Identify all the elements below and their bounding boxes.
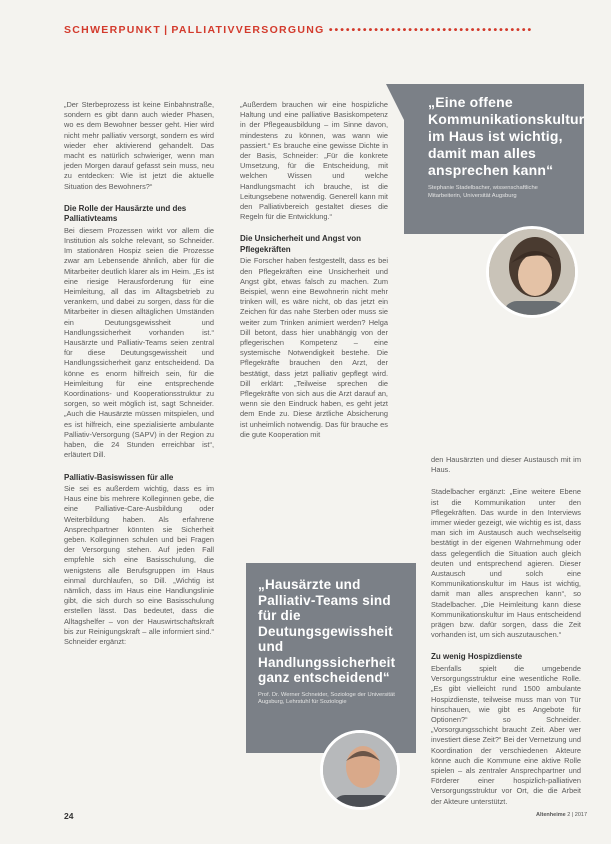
subheading: Palliativ-Basiswissen für alle [64,472,174,482]
quote-fold [386,84,404,120]
pull-quote-top [404,84,584,234]
section-label: SCHWERPUNKT [64,24,162,36]
subheading: Zu wenig Hospizdienste [431,652,523,662]
paragraph: „Der Sterbeprozess ist keine Einbahnstraße, sondern es gibt dann auch wieder Phasen, wo es dem Bewohner besser geht. Hier wird nicht mehr palliativ versorgt, sondern es wird wieder eher aktivierend gehandelt. Das macht es natürlich schwieriger, wenn man jeden Morgen darauf gefasst sein muss, neu zu entdecken: Wie ist jetzt die aktuelle Situation des Bewohners?“ [64,100,214,191]
paragraph: Sie sei es außerdem wichtig, dass es im Haus eine bis mehrere Kolleginnen gebe, die eine Palliative-Care-Ausbildung oder Weiterbildung haben. Als erfahrene Ansprechpartner könnten sie Sicherheit geben. Kolleginnen schulen und bei Fragen der Versorgung stehen. Auf jeden Fall empfehle sich eine Basisschulung, die wenigstens alle Berufsgruppen im Haus einmal durchlaufen, so Dill. „Wichtig ist nämlich, dass im Haus eine Handlungslinie gibt, die sich durch so eine Basisschulung erstellen lässt. Das bedeutet, dass die Alltagshelfer – von der Hauswirtschaftskraft bis zur Reinigungskraft – alle informiert sind.“ Schneider ergänzt: [64,484,214,647]
pull-quote-text: „Hausärzte und Palliativ-Teams sind für die Deutungsgewissheit und Handlungssicherheit ganz entscheidend“ [258,577,396,685]
paragraph: Ebenfalls spielt die umgebende Versorgungsstruktur eine wesentliche Rolle. „Es gibt vielleicht rund 1500 ambulante Hospizdienste, teilweise muss man von Tür hinschauen, wie gibt es Angebote für Optionen?“ so Schneider. „Vorsorgungsschicht braucht Zeit. Aber wer investiert diese Zeit?“ Bei der Vernetzung und Koordination der verschiedenen Akteure könne auch die Kommune eine aktive Rolle spielen – als zentraler Ansprechpartner und Förderer einer hospizlich-palliativen Versorgungsstruktur vor Ort, die die Arbeit der Akteure unterstützt. [431,663,581,806]
text-column-2 [240,100,388,452]
topic-label: PALLIATIVVERSORGUNG [171,24,325,36]
header-dots: •••••••••••••••••••••••••••••••••••• [328,24,534,36]
page-number: 24 [64,811,74,821]
magazine-name: Altenheime [536,812,566,818]
paragraph: Stadelbacher ergänzt: „Eine weitere Ebene ist die Kommunikation unter den Pflegekräften. Das wurde in den Interviews immer wieder gezeigt, wie wichtig es ist, dass man sich im Austausch auch wechselseitig bestätigt in der eigenen Wahrnehmung oder dass gelegentlich die Situation auch gleich deuten und entsprechend agieren. Dieser Austausch und solch eine Kommunikationskultur im Haus ist wichtig, damit man alles ansprechen kann“, so Stadelbacher. „Die Heimleitung kann diese Kommunikationskultur im Haus entscheidend prägen bzw. dafür sorgen, dass die Zeit vorhanden ist, um sich auszutauschen.“ [431,487,581,640]
paragraph: den Hausärzten und dieser Austausch mit im Haus. [431,455,581,475]
paragraph: Die Forscher haben festgestellt, dass es bei den Pflegekräften eine Unsicherheit und Angst gibt, etwas falsch zu machen. Zum Beispiel, wenn eine Bewohnerin nicht mehr trinken will, es wäre nicht, ob das jetzt ein Zeichen für das nahe Sterben oder muss sie weiter zum Trinken animiert werden? Helga Dill betont, dass hier unabhängig von der pflegerischen Kompetenz – eine systemische Notwendigkeit bestehe. Die Pflegekräfte brauchen den Arzt, der bestätigt, dass jetzt palliativ gepflegt wird. Dill erklärt: „Teilweise sprechen die Pflegekräfte von sich aus die Arzt darauf an, wenn sie den Eindruck haben, es geht jetzt dem Ende zu. Diese ärztliche Absicherung ist unheimlich notwendig. Das für brauche es die gute Kooperation mit [240,256,388,439]
paragraph: „Außerdem brauchen wir eine hospizliche Haltung und eine palliative Basiskompetenz in der Pflegeausbildung – im Sinne davon, mindestens zu können, was wann wie passiert.“ Es brauche eine gewisse Dichte in der Basis, Schneider: „Für die konkrete Umsetzung, für die Entscheidung, mit welchen Wissen und welche Handlungsmacht ich brauche, ist die Leitungsebene notwendig. Generell kann mit den Palliativbereich gestaltet dieses die Regeln für die Entwicklung.“ [240,100,388,222]
text-column-1 [64,100,214,659]
portrait-photo-schneider [320,730,400,810]
header-separator: | [164,24,169,36]
paragraph: Bei diesem Prozessen wirkt vor allem die Institution als solche relevant, so Schneider. Im stationären Hospiz seien die Prozesse zwar am Lebensende ähnlich, aber für die Mitarbeiter deutlich klarer als im Heim. „Es ist eine riesige Herausforderung für eine Heimleitung, all das im Alltagsbetrieb zu verankern, und dabei zu sorgen, dass für die Mitarbeiter in diesen alltäglichen Umständen ein Deutungsgewissheit und Handlungssicherheit vorhanden ist.“ Hausärzte und Palliativ-Teams seien zentral für diese Deutungsgewissheit und Handlungssicherheit ganz entscheidend. Da könne es enorm hilfreich sein, für die Heimleitung für eine entsprechende Koordinations- und Kooperationsstruktur zu sorgen, so weit möglich ist, sagt Schneider. „Auch die Hausärzte müssen mitspielen, und es ist hilfreich, eine spezialisierte ambulante Palliativ-Versorgung (SAPV) in der Region zu haben, die 24 Stunden erreichbar ist“, erläutert Dill. [64,225,214,460]
magazine-footer [536,812,587,818]
pull-quote-bottom [246,563,416,753]
portrait-photo-stadelbacher [486,226,578,318]
subheading: Die Unsicherheit und Angst von Pflegekräften [240,234,362,254]
subheading: Die Rolle der Hausärzte und des Palliativteams [64,203,187,224]
pull-quote-caption: Stephanie Stadelbacher, wissenschaftliche Mitarbeiterin, Universität Augsburg [428,185,538,199]
pull-quote-text: „Eine offene Kommunikationskultur im Haus ist wichtig, damit man alles ansprechen kann“ [428,94,585,178]
pull-quote-caption: Prof. Dr. Werner Schneider, Soziologe der Universität Augsburg, Lehrstuhl für Soziologie [258,691,395,705]
running-header [64,24,584,36]
text-column-3 [431,455,581,819]
issue-number: 2 | 2017 [567,812,587,818]
